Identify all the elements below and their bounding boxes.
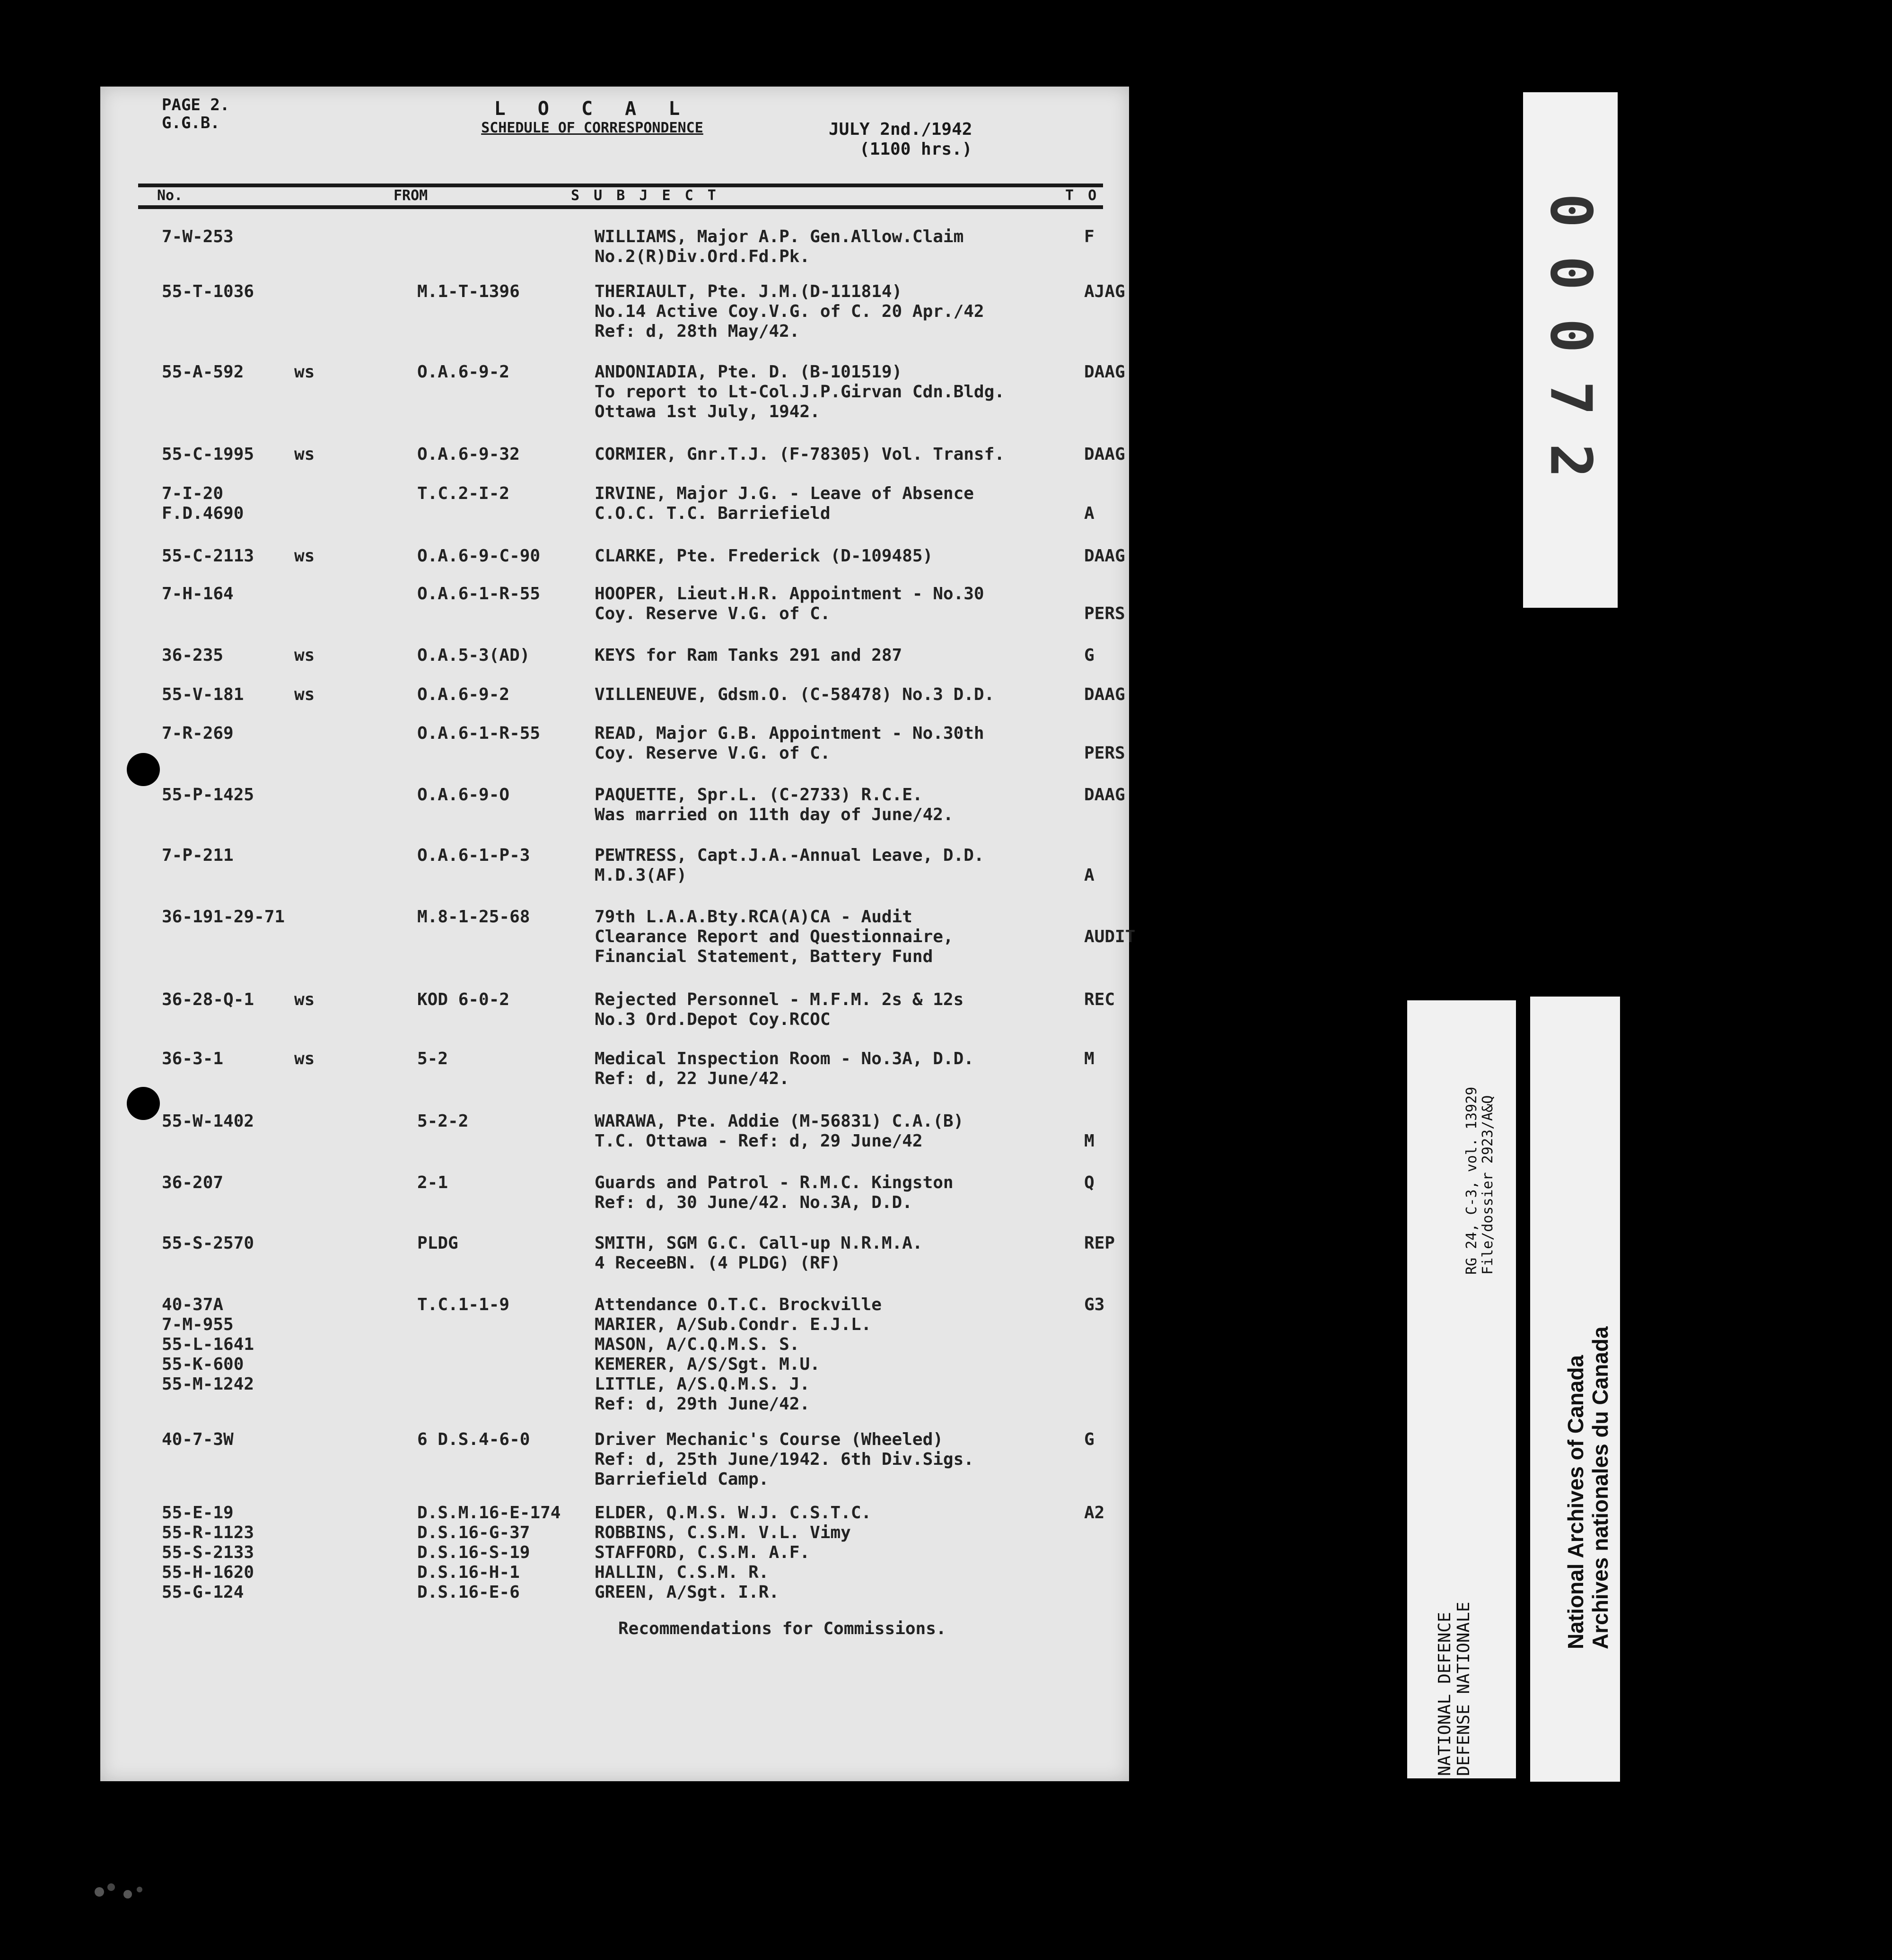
punch-hole [127, 753, 160, 786]
footer-note: Recommendations for Commissions. [618, 1619, 946, 1638]
column-header-bar [138, 184, 1103, 209]
document-subtitle: SCHEDULE OF CORRESPONDENCE [481, 120, 703, 136]
archives-label [1530, 997, 1620, 1782]
page-header-left [162, 96, 229, 132]
column-no: No. [157, 187, 183, 204]
document-sheet: PAGE 2. G.G.B. L O C A L SCHEDULE OF CORRESPONDENCE JULY 2nd./1942 (1100 hrs.) No. FROM S U B J E C T T O 7-W-253 WILLIAMS, Major A.P. Gen.Allow.Claim No.2(R)Div.Ord.Fd.Pk. F 55-T-1036 M.1-T-1396 THERIAULT, Pte. J.M.(D-111814) No.14 Active Coy.V.G. of C. 20 Apr./42 Ref: d, 28th May/42. AJAG 55-A-592 ws O.A.6-9-2 ANDONIADIA, Pte. D. (B-101519) To report to Lt-Col.J.P.Girvan Cdn.Bldg. Ottawa 1st July, 1942. DAAG 55-C-1995 ws O.A.6-9-32 CORMIER, Gnr.T.J. (F-78305) Vol. Transf. DAAG 7-I-20 F.D.4690 T.C.2-I-2 IRVINE, Major J.G. - Leave of Absence C.O.C. T.C. Barriefield A 55-C-2113 ws O.A.6-9-C-90 CLARKE, Pte. Frederick (D-109485) DAAG 7-H-164 O.A.6-1-R-55 HOOPER, Lieut.H.R. Appointment - No.30 Coy. Reserve V.G. of C. PERS 36-235 ws O.A.5-3(AD) KEYS for Ram Tanks 291 and 287 G 55-V-181 ws O.A.6-9-2 VILLENEUVE, Gdsm.O. (C-58478) No.3 D.D. DAAG 7-R-269 O.A.6-1-R-55 READ, Major G.B. Appointment - No.30th Coy. Reserve V.G. of C. PERS 55-P-1425 O.A.6-9-O PAQUETTE, Spr.L. (C-2733) R.C.E. Was married on 11th day of June/42. DAAG 7-P-211 O.A.6-1-P-3 PEWTRESS, Capt.J.A.-Annual Leave, D.D. M.D.3(AF) A 36-191-29-71 M.8-1-25-68 79th L.A.A.Bty.RCA(A)CA - Audit Clearance Report and Questionnaire, Financial Statement, Battery Fund AUDIT 36-28-Q-1 ws KOD 6-0-2 Rejected Personnel - M.F.M. 2s & 12s No.3 Ord.Depot Coy.RCOC REC 36-3-1 ws 5-2 Medical Inspection Room - No.3A, D.D. Ref: d, 22 June/42. M 55-W-1402 5-2-2 WARAWA, Pte. Addie (M-56831) C.A.(B) T.C. Ottawa - Ref: d, 29 June/42 M 36-207 2-1 Guards and Patrol - R.M.C. Kingston Ref: d, 30 June/42. No.3A, D.D. Q 55-S-2570 PLDG SMITH, SGM G.C. Call-up N.R.M.A. 4 ReceeBN. (4 PLDG) (RF) REP 40-37A 7-M-955 55-L-1641 55-K-600 55-M-1242 T.C.1-1-9 Attendance O.T.C. Brockville MARIER, A/Sub.Condr. E.J.L. MASON, A/C.Q.M.S. S. KEMERER, A/S/Sgt. M.U. LITTLE, A/S.Q.M.S. J. Ref: d, 29th June/42. G3 40-7-3W 6 D.S.4-6-0 Driver Mechanic's Course (Wheeled) Ref: d, 25th June/1942. 6th Div.Sigs. Barriefield Camp. G 55-E-19 55-R-1123 55-S-2133 55-H-1620 55-G-124 D.S.M.16-E-174 D.S.16-G-37 D.S.16-S-19 D.S.16-H-1 D.S.16-E-6 ELDER, Q.M.S. W.J. C.S.T.C. ROBBINS, C.S.M. V.L. Vimy STAFFORD, C.S.M. A.F. HALLIN, C.S.M. R. GREEN, A/Sgt. I.R. A2 Recommendations for Commissions. [100, 87, 1129, 1781]
document-title: L O C A L [494, 98, 691, 120]
national-defence-label: NATIONAL DEFENCE DEFENSE NATIONALE [1435, 1601, 1473, 1776]
column-to: T O [1065, 187, 1100, 204]
archive-stamp-number [1523, 92, 1618, 608]
page-number: PAGE 2. [162, 96, 230, 114]
stamp-digits: 00072 [1537, 193, 1603, 507]
file-number-label: RG 24, C-3, vol. 13929 File/dossier 2923/A&Q [1463, 1086, 1496, 1275]
file-reference-label [1407, 1000, 1516, 1778]
column-from: FROM [394, 187, 428, 204]
punch-hole [127, 1087, 160, 1120]
scan-noise-marks [90, 1873, 151, 1911]
national-archives-text: National Archives of Canada Archives nationales du Canada [1563, 1326, 1612, 1649]
time-text: (1100 hrs.) [859, 140, 972, 159]
column-subject: S U B J E C T [571, 187, 719, 204]
document-date [829, 120, 972, 159]
office-code: G.G.B. [162, 114, 220, 132]
date-text: JULY 2nd./1942 [829, 120, 972, 139]
